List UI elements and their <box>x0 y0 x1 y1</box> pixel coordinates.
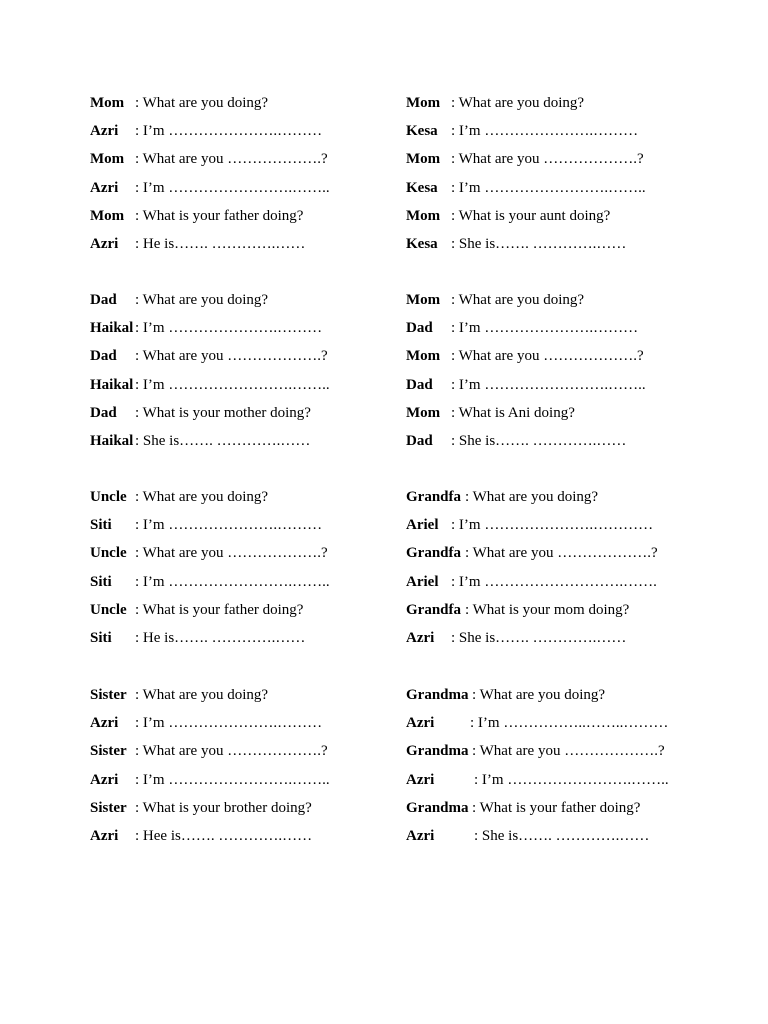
dialogue-text: : I’m ………………….……… <box>135 517 323 533</box>
speaker-name: Mom <box>90 151 125 167</box>
dialogue-text: : I’m …………………….…….. <box>135 377 330 393</box>
speaker-name: Azri <box>406 772 435 788</box>
speaker-name: Grandfa <box>406 545 462 561</box>
dialogue-text: : I’m ………………….……… <box>451 320 639 336</box>
speaker-name: Haikal <box>90 377 134 393</box>
dialogue-text: : She is……. ………….…… <box>451 433 627 449</box>
speaker-name: Azri <box>406 715 435 731</box>
dialogue-text: : What is your father doing? <box>472 800 641 816</box>
speaker-name: Azri <box>406 828 435 844</box>
speaker-name: Sister <box>90 800 127 816</box>
speaker-name: Grandma <box>406 687 469 703</box>
speaker-name: Uncle <box>90 602 127 618</box>
speaker-name: Dad <box>406 377 433 393</box>
speaker-name: Mom <box>406 292 441 308</box>
dialogue-text: : What are you doing? <box>135 95 269 111</box>
dialogue-text: : What is your mom doing? <box>465 602 630 618</box>
speaker-name: Mom <box>90 95 125 111</box>
dialogue-text: : I’m ………………….……… <box>135 123 323 139</box>
speaker-name: Dad <box>90 405 117 421</box>
dialogue-text: : What are you doing? <box>472 687 606 703</box>
speaker-name: Kesa <box>406 180 438 196</box>
speaker-name: Siti <box>90 574 112 590</box>
speaker-name: Siti <box>90 630 112 646</box>
speaker-name: Azri <box>90 828 119 844</box>
speaker-name: Dad <box>406 433 433 449</box>
speaker-name: Mom <box>406 348 441 364</box>
dialogue-text: : What are you doing? <box>135 292 269 308</box>
speaker-name: Grandfa <box>406 602 462 618</box>
speaker-name: Siti <box>90 517 112 533</box>
dialogue-text: : I’m …………………….…….. <box>135 772 330 788</box>
dialogue-text: : What are you ……………….? <box>135 545 328 561</box>
speaker-name: Azri <box>90 123 119 139</box>
speaker-name: Grandfa <box>406 489 462 505</box>
dialogue-text: : I’m ………………….……… <box>135 320 323 336</box>
dialogue-text: : What is Ani doing? <box>451 405 575 421</box>
dialogue-text: : What are you ……………….? <box>451 348 644 364</box>
dialogue-text: : What are you doing? <box>451 292 585 308</box>
dialogue-text: : What is your mother doing? <box>135 405 311 421</box>
dialogue-text: : What are you ……………….? <box>135 348 328 364</box>
dialogue-text: : He is……. ………….…… <box>135 236 306 252</box>
speaker-name: Sister <box>90 687 127 703</box>
dialogue-text: : What are you ……………….? <box>472 743 665 759</box>
speaker-name: Azri <box>90 772 119 788</box>
dialogue-text: : I’m …………………….…….. <box>451 180 646 196</box>
speaker-name: Grandma <box>406 800 469 816</box>
dialogue-text: : What are you doing? <box>451 95 585 111</box>
dialogue-text: : She is……. ………….…… <box>135 433 311 449</box>
speaker-name: Haikal <box>90 320 134 336</box>
dialogue-text: : I’m …………………….…….. <box>474 772 669 788</box>
dialogue-text: : I’m …………………….…….. <box>135 574 330 590</box>
dialogue-text: : What is your father doing? <box>135 602 304 618</box>
speaker-name: Kesa <box>406 236 438 252</box>
dialogue-text: : He is……. ………….…… <box>135 630 306 646</box>
speaker-name: Azri <box>90 715 119 731</box>
speaker-name: Ariel <box>406 574 439 590</box>
dialogue-text: : I’m …………………….…….. <box>451 377 646 393</box>
dialogue-text: : What is your aunt doing? <box>451 208 611 224</box>
speaker-name: Dad <box>406 320 433 336</box>
dialogue-text: : What are you doing? <box>135 687 269 703</box>
dialogue-text: : What are you doing? <box>465 489 599 505</box>
dialogue-text: : Hee is……. ………….…… <box>135 828 313 844</box>
dialogue-text: : I’m ………………….………… <box>451 517 654 533</box>
dialogue-text: : What are you ……………….? <box>465 545 658 561</box>
speaker-name: Mom <box>406 405 441 421</box>
dialogue-text: : I’m ……………..……..……… <box>470 715 669 731</box>
dialogue-text: : I’m ………………….……… <box>135 715 323 731</box>
speaker-name: Mom <box>406 151 441 167</box>
dialogue-text: : She is……. ………….…… <box>451 236 627 252</box>
speaker-name: Uncle <box>90 545 127 561</box>
dialogue-text: : I’m …………………….…….. <box>135 180 330 196</box>
dialogue-text: : I’m ………………….……… <box>451 123 639 139</box>
speaker-name: Mom <box>406 95 441 111</box>
speaker-name: Ariel <box>406 517 439 533</box>
speaker-name: Azri <box>90 180 119 196</box>
dialogue-text: : What are you ……………….? <box>451 151 644 167</box>
speaker-name: Dad <box>90 292 117 308</box>
dialogue-text: : I’m ……………………….……. <box>451 574 657 590</box>
dialogue-text: : What is your father doing? <box>135 208 304 224</box>
dialogue-text: : She is……. ………….…… <box>474 828 650 844</box>
dialogue-text: : What are you ……………….? <box>135 743 328 759</box>
speaker-name: Uncle <box>90 489 127 505</box>
dialogue-text: : What are you doing? <box>135 489 269 505</box>
speaker-name: Azri <box>90 236 119 252</box>
speaker-name: Grandma <box>406 743 469 759</box>
speaker-name: Dad <box>90 348 117 364</box>
speaker-name: Mom <box>90 208 125 224</box>
speaker-name: Azri <box>406 630 435 646</box>
speaker-name: Haikal <box>90 433 134 449</box>
dialogue-text: : What are you ……………….? <box>135 151 328 167</box>
dialogue-text: : What is your brother doing? <box>135 800 312 816</box>
speaker-name: Sister <box>90 743 127 759</box>
dialogue-text: : She is……. ………….…… <box>451 630 627 646</box>
speaker-name: Mom <box>406 208 441 224</box>
speaker-name: Kesa <box>406 123 438 139</box>
